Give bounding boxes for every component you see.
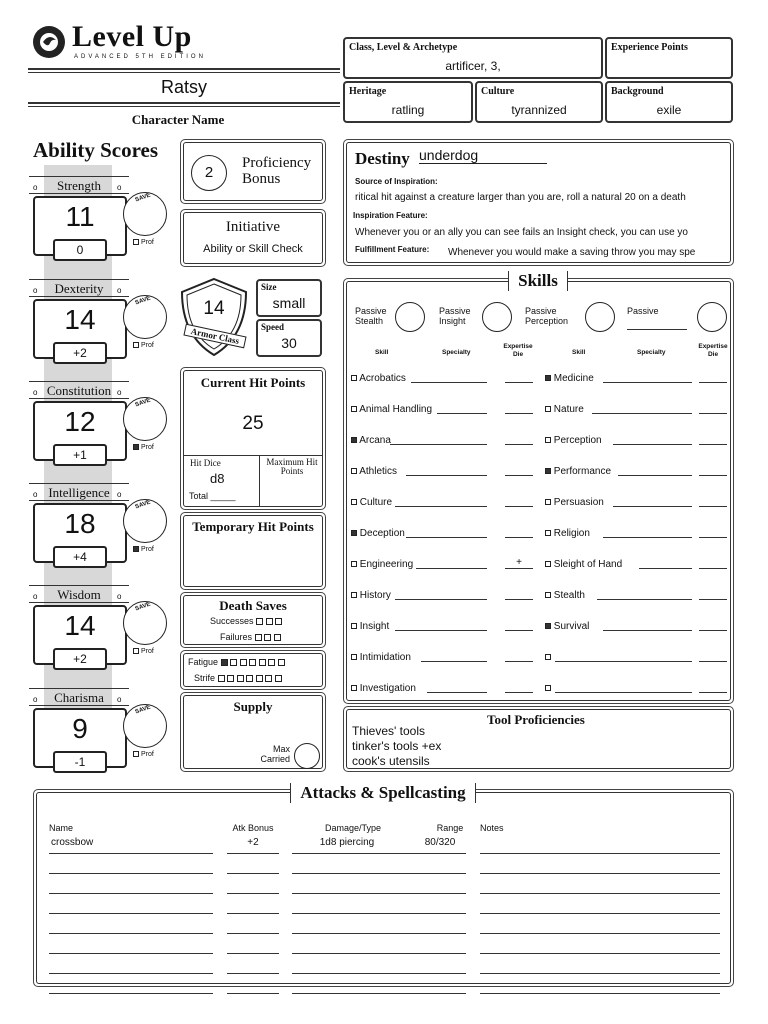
size-value: small [272,295,306,311]
save-label: SAVE [134,601,152,613]
hit-points-box [180,367,326,510]
skills-title: Skills [508,271,568,291]
skill-name: Investigation [359,683,416,694]
tool-item[interactable]: tinker's tools +ex [352,739,442,753]
size-label: Size [261,282,277,292]
strife-check[interactable] [227,675,234,682]
prof-label: Prof [140,546,154,553]
culture-label: Culture [481,86,515,97]
armor-value: 14 [203,298,225,319]
character-name-label: Character Name [131,112,225,127]
skill-prof-checkbox[interactable] [545,468,551,474]
initiative-sub: Ability or Skill Check [203,243,303,255]
skill-name: Persuasion [553,497,604,508]
armor-label: Armor Class [183,324,246,349]
attack-column-header: Atk Bonus [232,823,274,833]
skill-prof-checkbox[interactable] [545,685,551,691]
skills-column-header: Skill [572,349,586,356]
attack-column-header: Notes [480,823,504,833]
skills-column-header: Specialty [637,349,666,356]
save-prof-checkbox[interactable] [133,342,139,348]
speed-value: 30 [281,335,297,351]
skills-column-header: Expertise Die [698,343,728,358]
destiny-box [343,139,734,266]
ability-modifier[interactable]: +2 [53,648,107,670]
culture-value: tyrannized [511,103,567,117]
current-hp-value[interactable]: 25 [242,413,264,434]
ability-block: Dexterity o o 14 +2 SAVE Prof [29,279,179,374]
skill-prof-checkbox[interactable] [545,406,551,412]
skill-name: Performance [553,466,612,477]
skill-prof-checkbox[interactable] [545,623,551,629]
expertise-die[interactable]: + [516,557,522,568]
ability-name: Intelligence [48,485,110,500]
passive-label: Passive [627,306,659,316]
supply-label: Supply [233,699,273,714]
skills-column-header: Skill [375,349,389,356]
ability-score[interactable]: 12 [64,406,96,437]
failure-check[interactable] [274,634,281,641]
skill-name: Insight [359,621,390,632]
max-hp-label: Maximum Hit Points [266,457,318,476]
hit-dice-total-label: Total _____ [189,491,236,501]
skill-prof-checkbox[interactable] [351,592,357,598]
passive-circle[interactable] [585,302,615,332]
skill-name: Animal Handling [359,404,433,415]
attack-column-header: Damage/Type [324,823,382,833]
size-box[interactable] [256,279,322,317]
strife-check[interactable] [246,675,253,682]
fatigue-check[interactable] [278,659,285,666]
skill-name: Stealth [553,590,585,601]
class-label: Class, Level & Archetype [349,42,458,53]
ability-name: Charisma [54,690,104,705]
skills-column-header: Expertise Die [503,343,533,358]
attack-damage[interactable]: 1d8 piercing [319,837,375,848]
skill-prof-checkbox[interactable] [351,623,357,629]
save-label: SAVE [134,499,152,511]
logo-subtitle: ADVANCED 5TH EDITION [74,54,206,60]
skill-name: Intimidation [359,652,411,663]
background-label: Background [611,86,664,97]
save-label: SAVE [134,704,152,716]
strife-check[interactable] [237,675,244,682]
culture-box[interactable] [475,81,603,123]
passive-circle[interactable] [482,302,512,332]
hit-dice-label: Hit Dice [190,458,221,468]
destiny-value[interactable]: underdog [419,147,547,164]
class-value: artificer, 3, [445,59,501,73]
strife-check[interactable] [265,675,272,682]
feature-value[interactable]: Whenever you or an ally you can see fails an Insight check, you can use yo [355,227,688,238]
skill-prof-checkbox[interactable] [545,530,551,536]
failure-check[interactable] [264,634,271,641]
skill-prof-checkbox[interactable] [351,375,357,381]
ability-block: Strength o o 11 0 SAVE Prof [29,176,179,271]
passive-circle[interactable] [395,302,425,332]
save-prof-checkbox[interactable] [133,444,139,450]
ability-modifier[interactable]: -1 [53,751,107,773]
skill-name: Nature [553,404,584,415]
ability-block: Charisma o o 9 -1 SAVE Prof [29,688,179,783]
destiny-label: Destiny [355,149,410,168]
passive-label: Passive Perception [525,306,569,326]
skill-name: Engineering [359,559,414,570]
hit-dice-value[interactable]: d8 [210,471,225,486]
temp-hp-label: Temporary Hit Points [192,519,314,534]
heritage-box[interactable] [343,81,473,123]
ability-score[interactable]: 18 [64,508,96,539]
ability-name: Dexterity [54,281,104,296]
skill-name: Arcana [359,435,391,446]
attacks-title: Attacks & Spellcasting [290,783,476,803]
prof-label: Prof [140,751,154,758]
armor-class[interactable] [178,276,250,358]
prof-label: Prof [140,342,154,349]
fatigue-label: Fatigue [188,657,219,667]
heritage-label: Heritage [349,86,387,97]
failure-check[interactable] [255,634,262,641]
skill-prof-checkbox[interactable] [351,437,357,443]
character-name[interactable]: Ratsy [160,77,207,97]
logo [32,22,332,64]
fatigue-box [180,650,326,690]
class-level-box[interactable] [343,37,603,79]
source-value[interactable]: ritical hit against a creature larger than you are, roll a natural 20 on a death [355,192,686,203]
ability-scores-title: Ability Scores [33,138,159,162]
skill-prof-checkbox[interactable] [545,375,551,381]
skill-name: Survival [553,621,590,632]
fatigue-check[interactable] [268,659,275,666]
death-saves-box [180,592,326,648]
skill-prof-checkbox[interactable] [545,592,551,598]
speed-box[interactable] [256,319,322,357]
xp-label: Experience Points [611,42,688,53]
tools-label: Tool Proficiencies [487,712,585,727]
save-prof-checkbox[interactable] [133,239,139,245]
current-hp-label: Current Hit Points [200,375,306,390]
supply-box[interactable] [180,692,326,772]
feature-label: Inspiration Feature: [353,211,428,220]
fulfill-label: Fulfillment Feature: [355,245,430,254]
ability-score[interactable]: 14 [64,610,96,641]
initiative-label: Initiative [225,219,281,235]
skill-prof-checkbox[interactable] [545,654,551,660]
success-check[interactable] [275,618,282,625]
xp-box[interactable] [605,37,733,79]
skill-prof-checkbox[interactable] [351,468,357,474]
skill-name: Sleight of Hand [553,559,623,570]
max-carried-label: Max Carried [260,744,290,764]
skills-column-header: Specialty [442,349,471,356]
attack-bonus[interactable]: +2 [247,837,259,848]
proficiency-label: Proficiency Bonus [242,155,312,187]
ability-modifier[interactable]: +2 [53,342,107,364]
prof-label: Prof [140,444,154,451]
ability-block: Constitution o o 12 +1 SAVE Prof [29,381,179,476]
ability-score[interactable]: 9 [72,713,88,744]
save-prof-checkbox[interactable] [133,648,139,654]
tool-item[interactable]: Thieves' tools [352,724,425,738]
skill-name: Deception [359,528,405,539]
skill-prof-checkbox[interactable] [351,499,357,505]
skill-prof-checkbox[interactable] [545,437,551,443]
save-label: SAVE [134,295,152,307]
attacks-box [33,789,734,987]
fulfill-value[interactable]: Whenever you would make a saving throw you may spe [448,247,696,258]
heritage-value: ratling [391,103,425,117]
ability-modifier[interactable]: 0 [53,239,107,261]
skill-prof-checkbox[interactable] [351,530,357,536]
save-label: SAVE [134,192,152,204]
strife-check[interactable] [218,675,225,682]
tools-box [343,706,734,772]
skill-prof-checkbox[interactable] [351,406,357,412]
success-check[interactable] [256,618,263,625]
skill-prof-checkbox[interactable] [545,561,551,567]
success-check[interactable] [266,618,273,625]
strife-check[interactable] [275,675,282,682]
background-value: exile [656,103,682,117]
ability-score[interactable]: 14 [64,304,96,335]
skill-name: History [359,590,391,601]
ability-name: Strength [56,178,102,193]
passive-circle[interactable] [697,302,727,332]
death-saves-label: Death Saves [219,598,287,613]
skills-box [343,278,734,704]
skill-prof-checkbox[interactable] [545,499,551,505]
logo-title: Level Up [72,20,192,53]
attack-column-header: Name [49,823,74,833]
skill-prof-checkbox[interactable] [351,654,357,660]
prof-label: Prof [140,648,154,655]
ability-modifier[interactable]: +4 [53,546,107,568]
ability-name: Wisdom [57,587,101,602]
ability-name: Constitution [46,383,112,398]
failures-label: Failures [220,632,253,642]
skill-name: Perception [553,435,602,446]
skill-name: Acrobatics [359,373,406,384]
attack-range[interactable]: 80/320 [424,837,456,848]
proficiency-circle[interactable]: 2 [191,155,227,191]
source-label: Source of Inspiration: [355,177,438,186]
fatigue-check[interactable] [240,659,247,666]
dragon-logo-icon [32,25,66,59]
speed-label: Speed [261,322,285,332]
attack-column-header: Range [436,823,464,833]
save-label: SAVE [134,397,152,409]
fatigue-check[interactable] [259,659,266,666]
skill-name: Religion [553,528,590,539]
passive-label: Passive Stealth [355,306,387,326]
skill-name: Medicine [553,373,594,384]
successes-label: Successes [210,616,254,626]
prof-label: Prof [140,239,154,246]
passive-label: Passive Insight [439,306,471,326]
strife-check[interactable] [256,675,263,682]
skill-name: Athletics [359,466,398,477]
ability-score[interactable]: 11 [65,201,95,232]
fatigue-check[interactable] [221,659,228,666]
attack-name[interactable]: crossbow [51,837,94,848]
strife-label: Strife [194,673,216,683]
supply-circle[interactable] [294,743,320,769]
background-box[interactable] [605,81,733,123]
tool-item[interactable]: cook's utensils [352,754,430,768]
temp-hp-box[interactable] [180,512,326,590]
ability-block: Intelligence o o 18 +4 SAVE Prof [29,483,179,578]
skill-prof-checkbox[interactable] [351,561,357,567]
initiative-box[interactable] [180,209,326,267]
save-prof-checkbox[interactable] [133,751,139,757]
proficiency-box [180,139,326,204]
skill-prof-checkbox[interactable] [351,685,357,691]
fatigue-check[interactable] [249,659,256,666]
ability-block: Wisdom o o 14 +2 SAVE Prof [29,585,179,680]
ability-modifier[interactable]: +1 [53,444,107,466]
skill-name: Culture [359,497,393,508]
save-prof-checkbox[interactable] [133,546,139,552]
fatigue-check[interactable] [230,659,237,666]
